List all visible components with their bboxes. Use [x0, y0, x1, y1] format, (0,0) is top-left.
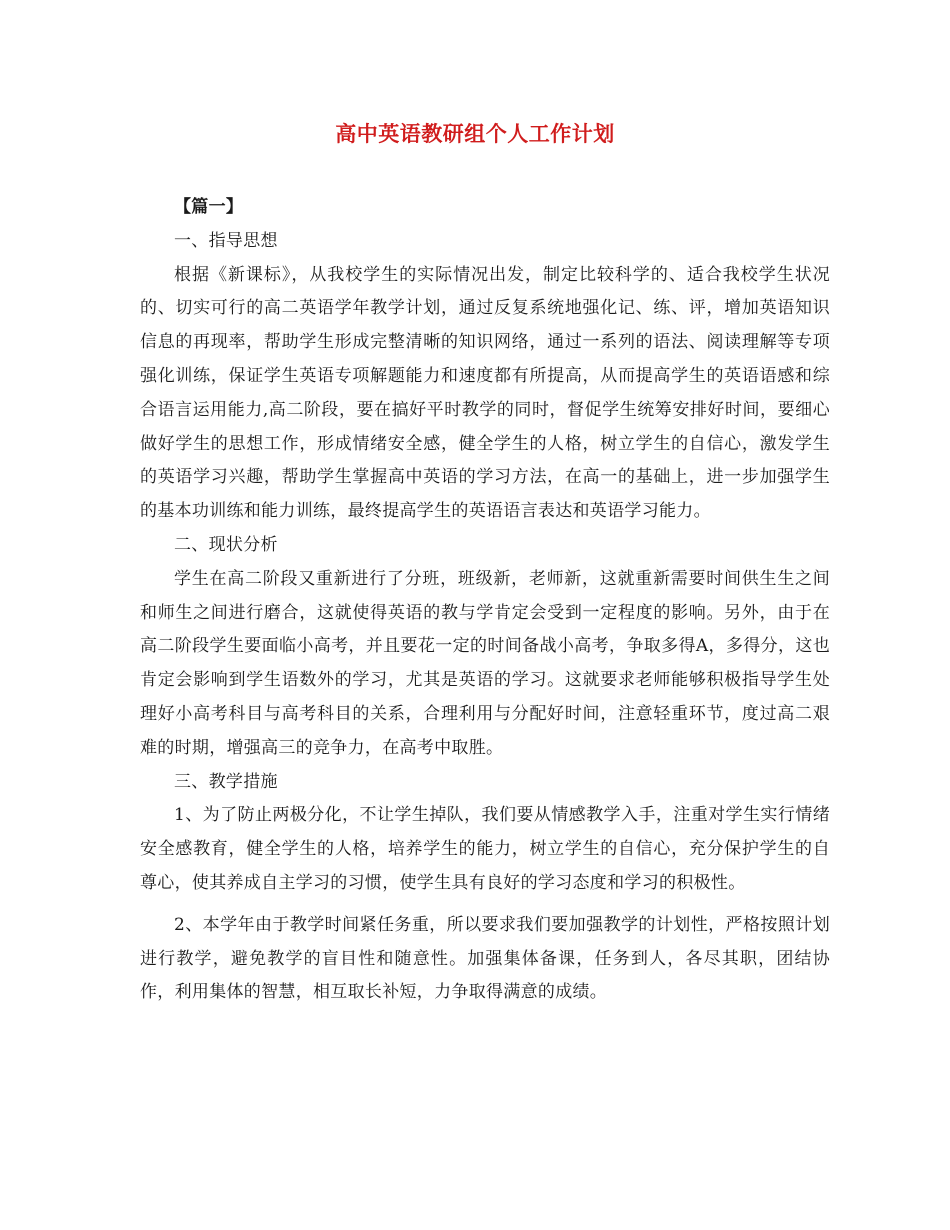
section-heading-status-analysis: 二、现状分析 [174, 534, 278, 555]
document-body [140, 191, 830, 1010]
section-heading-guiding-ideology: 一、指导思想 [174, 230, 278, 251]
section-marker: 【篇一】 [174, 197, 244, 217]
paragraph-measure-1: 1、为了防止两极分化，不让学生掉队，我们要从情感教学入手，注重对学生实行情绪安全感教育，健全学生的人格，培养学生的能力，树立学生的自信心，充分保护学生的自尊心，使其养成自主学习的习惯，使学生具有良好的学习态度和学习的积极性。 [140, 805, 830, 893]
paragraph-guiding-ideology: 根据《新课标》，从我校学生的实际情况出发，制定比较科学的、适合我校学生状况的、切实可行的高二英语学年教学计划，通过反复系统地强化记、练、评，增加英语知识信息的再现率，帮助学生形成完整清晰的知识网络，通过一系列的语法、阅读理解等专项强化训练，保证学生英语专项解题能力和速度都有所提高，从而提高学生的英语语感和综合语言运用能力,高二阶段，要在搞好平时教学的同时，督促学生统筹安排好时间，要细心做好学生的思想工作，形成情绪安全感，健全学生的人格，树立学生的自信心，激发学生的英语学习兴趣，帮助学生掌握高中英语的学习方法，在高一的基础上，进一步加强学生的基本功训练和能力训练，最终提高学生的英语语言表达和英语学习能力。 [140, 264, 830, 522]
paragraph-measure-2: 2、本学年由于教学时间紧任务重，所以要求我们要加强教学的计划性，严格按照计划进行教学，避免教学的盲目性和随意性。加强集体备课，任务到人，各尽其职，团结协作，利用集体的智慧，相互取长补短，力争取得满意的成绩。 [140, 914, 830, 1003]
section-heading-teaching-measures: 三、教学措施 [174, 771, 278, 792]
paragraph-status-analysis: 学生在高二阶段又重新进行了分班，班级新，老师新，这就重新需要时间供生生之间和师生之间进行磨合，这就使得英语的教与学肯定会受到一定程度的影响。另外，由于在高二阶段学生要面临小高考，并且要花一定的时间备战小高考，争取多得A，多得分，这也肯定会影响到学生语数外的学习，尤其是英语的学习。这就要求老师能够积极指导学生处理好小高考科目与高考科目的关系，合理利用与分配好时间，注意轻重环节，度过高二艰难的时期，增强高三的竞争力，在高考中取胜。 [140, 568, 830, 758]
document-title: 高中英语教研组个人工作计划 [335, 121, 615, 146]
